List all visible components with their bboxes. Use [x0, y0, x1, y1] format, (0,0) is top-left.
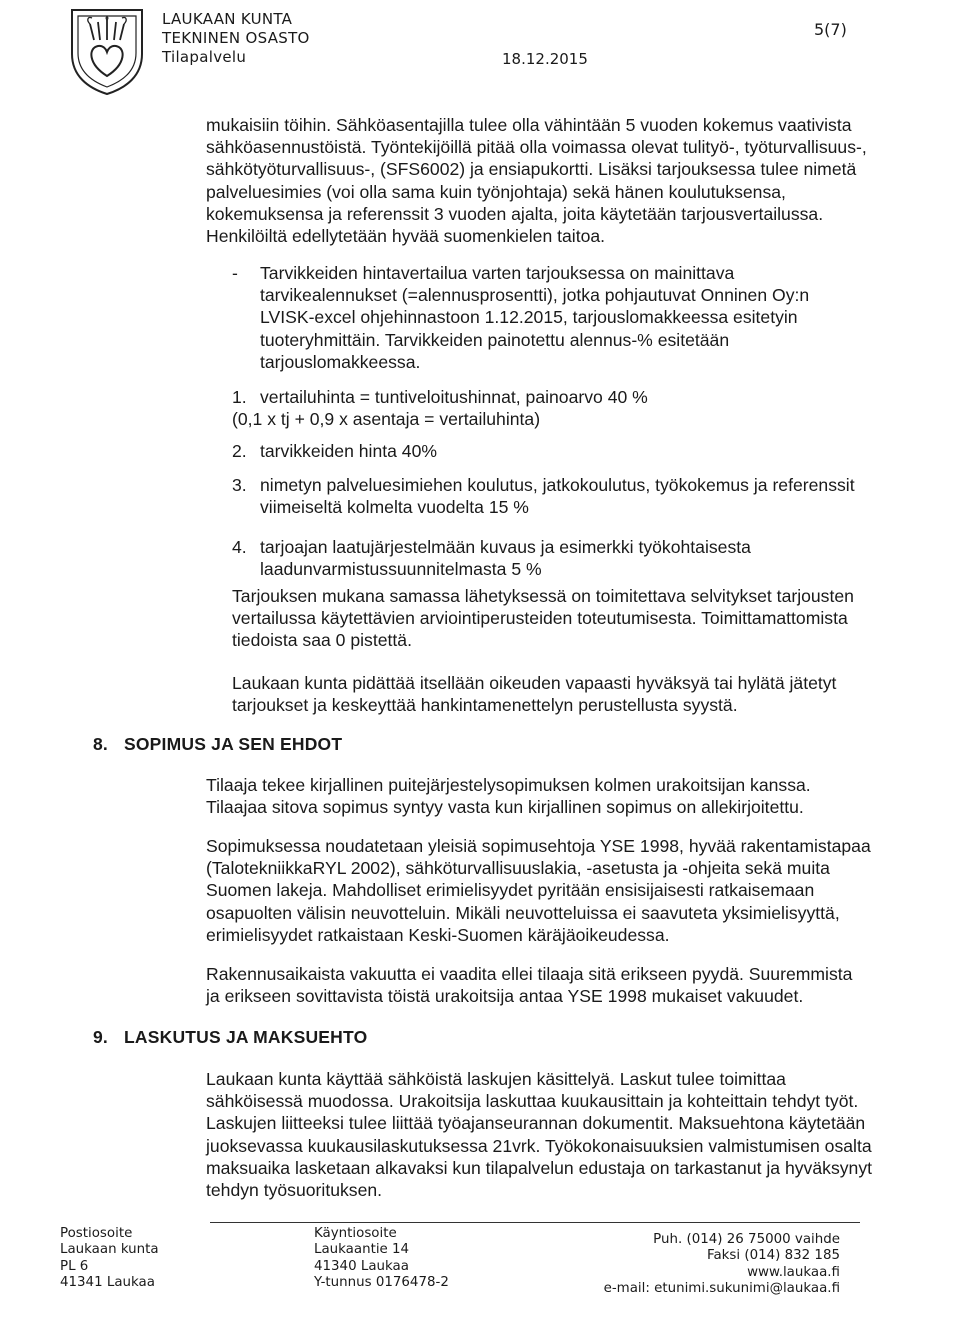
org-line-3: Tilapalvelu	[162, 48, 247, 66]
footer-postal-box: PL 6	[60, 1258, 89, 1274]
section-8-paragraph-1: Tilaaja tekee kirjallinen puitejärjestelysopimuksen kolmen urakoitsijan kanssa. Tilaajaa sitova sopimus syntyy vasta kun kirjallinen sopimus on allekirjoitettu.	[206, 775, 811, 818]
intro-paragraph: mukaisiin töihin. Sähköasentajilla tulee olla vähintään 5 vuoden kokemus vaativista sähköasennustöistä. Työntekijöillä pitää olla voimassa olevat tulityö-, työturvallisuus-, sähkötyöturvallisuus-, (SFS6002) ja ensiapukortti. Lisäksi tarjouksessa tulee nimetä palveluesimies (voi olla sama kuin työnjohtaja) sekä hänen koulutuksensa, kokemuksensa ja referenssit 3 vuoden ajalta, joita käytetään tarjousvertailussa. Henkilöiltä edellytetään hyvää suomenkielen taitoa.	[206, 115, 867, 247]
criteria-4-number: 4.	[232, 537, 247, 557]
org-line-1: LAUKAAN KUNTA	[162, 10, 293, 28]
criteria-2-text: tarvikkeiden hinta 40%	[260, 441, 438, 461]
section-9-number: 9.	[93, 1027, 108, 1047]
org-line-2: TEKNINEN OSASTO	[162, 29, 310, 47]
dash-item-text: Tarvikkeiden hintavertailua varten tarjouksessa on mainittava tarvikealennukset (=alennusprosentti), jotka pohjautuvat Onninen Oy:n LVISK-excel ohjehinnastoon 1.12.2015, tarjouslomakkeessa esitetyin tuoteryhmittäin. Tarvikkeiden painotettu alennus-% esitetään tarjouslomakkeessa.	[260, 263, 810, 372]
criteria-4-text: tarjoajan laatujärjestelmään kuvaus ja esimerkki työkohtaisesta laadunvarmistussuunnitelmasta 5 %	[260, 537, 751, 580]
selvitys-paragraph: Tarjouksen mukana samassa lähetyksessä on toimitettava selvitykset tarjousten vertailussa käytettävien arviointiperusteiden toteutumisesta. Toimittamattomista tiedoista saa 0 pistettä.	[232, 586, 854, 651]
section-8-paragraph-3: Rakennusaikaista vakuutta ei vaadita ellei tilaaja sitä erikseen pyydä. Suuremmista ja erikseen sovittavista töistä urakoitsija antaa YSE 1998 mukaiset vakuudet.	[206, 964, 853, 1007]
footer-visiting-address	[314, 1226, 449, 1292]
section-9-paragraph-1: Laukaan kunta käyttää sähköistä laskujen käsittelyä. Laskut tulee toimittaa sähköisessä muodossa. Urakoitsija laskuttaa kuukausittain ja kohteittain tehdyt työt. Laskujen liitteeksi tulee liittää työajanseurannan dokumentit. Maksuehtona käytetään juoksevassa kuukausilaskutuksessa 21vrk. Työkokonaisuuksien valmistumisen osalta maksuaika lasketaan alkavaksi kun tilapalvelun edustaja on tarkastanut ja hyväksynyt tehdyn työsuorituksen.	[206, 1069, 873, 1201]
footer-divider	[210, 1222, 860, 1223]
criteria-3-text: nimetyn palveluesimiehen koulutus, jatkokoulutus, työkokemus ja referenssit viimeiseltä kolmelta vuodelta 15 %	[260, 475, 855, 518]
criteria-1-formula: (0,1 x tj + 0,9 x asentaja = vertailuhinta)	[232, 409, 541, 429]
footer-visit-city: 41340 Laukaa	[314, 1258, 409, 1274]
footer-postal-label: Postiosoite	[60, 1226, 133, 1241]
footer-visit-street: Laukaantie 14	[314, 1242, 410, 1258]
footer-fax: Faksi (014) 832 185	[706, 1248, 840, 1264]
footer-contact	[604, 1232, 840, 1298]
footer-business-id: Y-tunnus 0176478-2	[314, 1275, 449, 1291]
footer-postal-city: 41341 Laukaa	[60, 1275, 155, 1291]
organization-name	[162, 10, 310, 67]
criteria-2-number: 2.	[232, 441, 247, 461]
footer-postal-address	[60, 1226, 159, 1292]
page-number: 5(7)	[814, 20, 847, 39]
section-8-number: 8.	[93, 734, 108, 754]
document-date: 18.12.2015	[502, 50, 588, 68]
footer-email-link[interactable]: e-mail: etunimi.sukunimi@laukaa.fi	[603, 1281, 840, 1297]
criteria-3-number: 3.	[232, 475, 247, 495]
criteria-1-text: vertailuhinta = tuntiveloitushinnat, painoarvo 40 %	[260, 387, 648, 407]
footer-phone: Puh. (014) 26 75000 vaihde	[653, 1232, 840, 1247]
dash-bullet: -	[232, 263, 238, 283]
oikeus-paragraph: Laukaan kunta pidättää itsellään oikeuden vapaasti hyväksyä tai hylätä jätetyt tarjoukset ja keskeyttää hankintamenettelyn perustellusta syystä.	[232, 673, 837, 716]
section-9-title: LASKUTUS JA MAKSUEHTO	[124, 1027, 368, 1047]
section-8-paragraph-2: Sopimuksessa noudatetaan yleisiä sopimusehtoja YSE 1998, hyvää rakentamistapaa (TalotekniikkaRYL 2002), sähköturvallisuuslakia, -asetusta ja -ohjeita sekä muita Suomen lakeja. Mahdolliset erimielisyydet pyritään ensisijaisesti ratkaisemaan osapuolten välisin neuvotteluin. Mikäli neuvotteluissa ei saavuteta yksimielisyyttä, erimielisyydet ratkaistaan Keski-Suomen käräjäoikeudessa.	[206, 836, 871, 945]
footer-website-link[interactable]: www.laukaa.fi	[747, 1264, 840, 1280]
criteria-1-number: 1.	[232, 387, 247, 407]
footer-visit-label: Käyntiosoite	[314, 1226, 397, 1241]
footer-postal-name: Laukaan kunta	[60, 1242, 159, 1258]
section-8-title: SOPIMUS JA SEN EHDOT	[124, 734, 343, 754]
laukaa-coat-of-arms-logo	[68, 6, 146, 96]
